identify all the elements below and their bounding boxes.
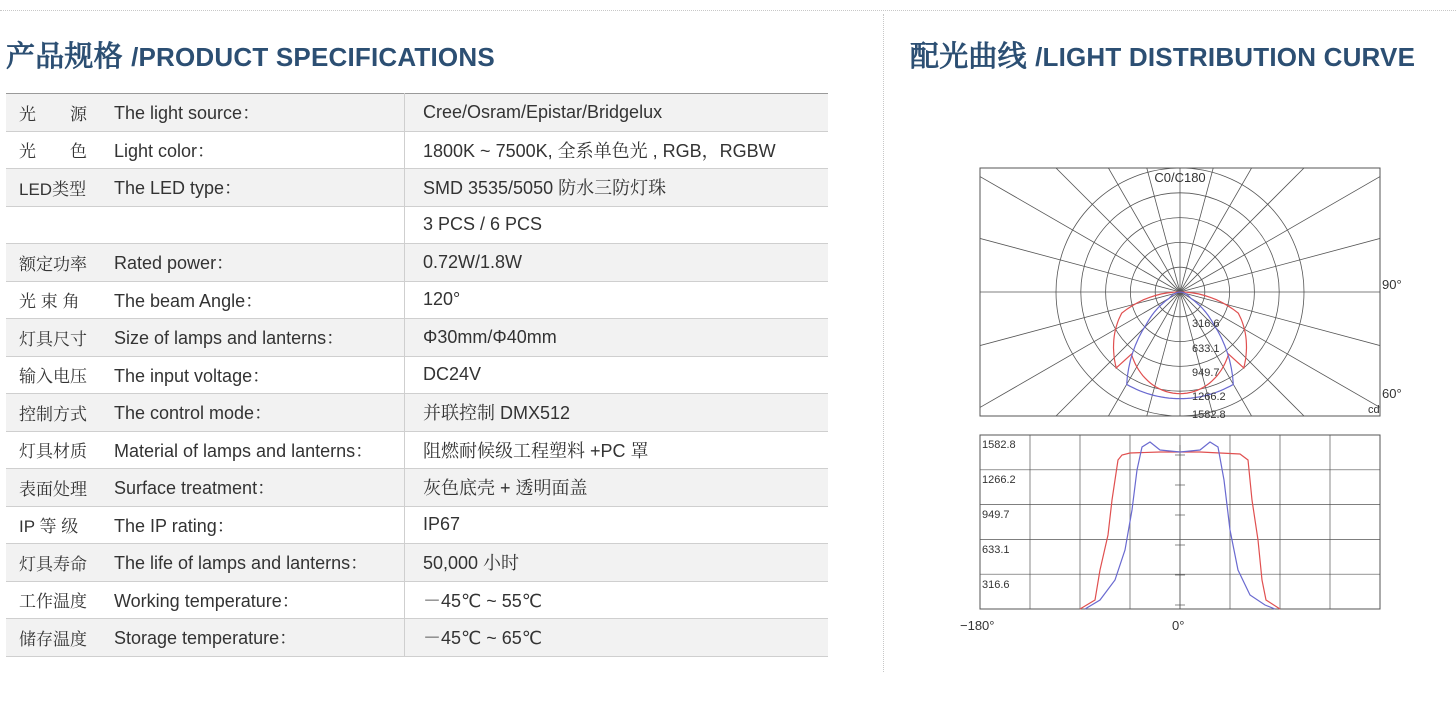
table-row <box>6 619 828 657</box>
spec-value: Φ30mm/Φ40mm <box>405 319 829 357</box>
spec-label-zh: 灯具尺寸 <box>6 319 114 357</box>
spec-value: 并联控制 DMX512 <box>405 394 829 432</box>
spec-label-zh: 光 色 <box>6 131 114 169</box>
plane-label: C0/C180 <box>1154 170 1206 185</box>
spec-value: 3 PCS / 6 PCS <box>405 206 829 244</box>
spec-label-zh: 光 束 角 <box>6 281 114 319</box>
spec-label-en: The control mode： <box>114 394 405 432</box>
spec-label-en: Surface treatment： <box>114 469 405 507</box>
table-row <box>6 94 828 132</box>
spec-value: 0.72W/1.8W <box>405 244 829 282</box>
table-row <box>6 544 828 582</box>
angle-label-60: 60° <box>1382 386 1402 401</box>
spec-value: －45℃ ~ 55℃ <box>405 581 829 619</box>
table-row <box>6 469 828 507</box>
curve-title-en: /LIGHT DISTRIBUTION CURVE <box>1035 42 1416 72</box>
cartesian-diagram <box>960 435 1380 633</box>
spec-value: 120° <box>405 281 829 319</box>
spec-label-zh: 控制方式 <box>6 394 114 432</box>
table-row <box>6 506 828 544</box>
spec-section-title <box>6 34 495 75</box>
spec-label-en: The IP rating： <box>114 506 405 544</box>
spec-label-en: The beam Angle： <box>114 281 405 319</box>
spec-label-en: The light source： <box>114 94 405 132</box>
spec-value: 1800K ~ 7500K, 全系单色光 , RGB，RGBW <box>405 131 829 169</box>
curve-section-title <box>910 34 1415 75</box>
table-row <box>6 356 828 394</box>
spec-label-en: Storage temperature： <box>114 619 405 657</box>
spec-title-zh: 产品规格 <box>6 41 132 73</box>
spec-label-en: Rated power： <box>114 244 405 282</box>
spec-table <box>6 93 828 657</box>
ytick-label: 316.6 <box>982 579 1010 591</box>
spec-label-zh <box>6 206 114 244</box>
spec-label-en: Working temperature： <box>114 581 405 619</box>
table-row <box>6 206 828 244</box>
spec-label-zh: 工作温度 <box>6 581 114 619</box>
spec-value: Cree/Osram/Epistar/Bridgelux <box>405 94 829 132</box>
spec-label-zh: 灯具寿命 <box>6 544 114 582</box>
spec-value: 阻燃耐候级工程塑料 +PC 罩 <box>405 431 829 469</box>
ring-label: 1582.8 <box>1192 409 1226 421</box>
ring-label: 949.7 <box>1192 367 1220 379</box>
section-divider <box>883 14 884 672</box>
spec-label-zh: 输入电压 <box>6 356 114 394</box>
table-row <box>6 581 828 619</box>
spec-label-zh: IP 等 级 <box>6 506 114 544</box>
spec-label-en: The life of lamps and lanterns： <box>114 544 405 582</box>
table-row <box>6 319 828 357</box>
spec-label-en: Size of lamps and lanterns： <box>114 319 405 357</box>
spec-value: SMD 3535/5050 防水三防灯珠 <box>405 169 829 207</box>
table-row <box>6 431 828 469</box>
spec-label-zh: 额定功率 <box>6 244 114 282</box>
spec-label-zh: LED类型 <box>6 169 114 207</box>
spec-label-en: Light color： <box>114 131 405 169</box>
spec-value: DC24V <box>405 356 829 394</box>
curve-title-zh: 配光曲线 <box>910 41 1036 73</box>
ytick-label: 633.1 <box>982 544 1010 556</box>
spec-title-en: /PRODUCT SPECIFICATIONS <box>131 42 495 72</box>
spec-label-zh: 光 源 <box>6 94 114 132</box>
ring-label: 316.6 <box>1192 318 1220 330</box>
unit-label: cd <box>1368 404 1380 416</box>
spec-value: IP67 <box>405 506 829 544</box>
angle-label-90: 90° <box>1382 277 1402 292</box>
xtick-label: −180° <box>960 618 995 633</box>
spec-label-en: The LED type： <box>114 169 405 207</box>
table-row <box>6 169 828 207</box>
top-dotted-rule <box>0 10 1456 11</box>
ytick-label: 1582.8 <box>982 439 1016 451</box>
table-row <box>6 281 828 319</box>
table-row <box>6 244 828 282</box>
spec-label-zh: 储存温度 <box>6 619 114 657</box>
spec-value: 50,000 小时 <box>405 544 829 582</box>
table-row <box>6 394 828 432</box>
spec-table-body <box>6 94 828 657</box>
spec-label-en <box>114 206 405 244</box>
spec-value: 灰色底壳 + 透明面盖 <box>405 469 829 507</box>
xtick-label: 0° <box>1172 618 1185 633</box>
ytick-label: 1266.2 <box>982 474 1016 486</box>
ring-label: 633.1 <box>1192 343 1220 355</box>
ring-label: 1266.2 <box>1192 391 1226 403</box>
spec-value: －45℃ ~ 65℃ <box>405 619 829 657</box>
light-distribution-chart <box>940 160 1420 650</box>
table-row <box>6 131 828 169</box>
spec-label-zh: 灯具材质 <box>6 431 114 469</box>
spec-label-en: The input voltage： <box>114 356 405 394</box>
spec-label-en: Material of lamps and lanterns： <box>114 431 405 469</box>
ytick-label: 949.7 <box>982 509 1010 521</box>
spec-label-zh: 表面处理 <box>6 469 114 507</box>
